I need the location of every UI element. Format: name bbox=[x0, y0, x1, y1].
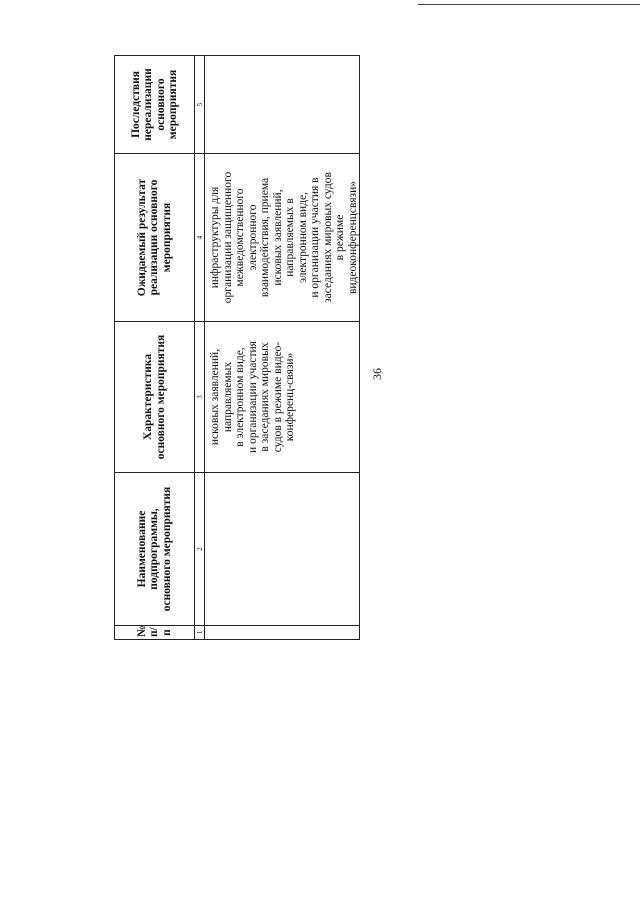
header-consequences: Последствия нереализации основного мероприятия bbox=[115, 56, 195, 154]
page-number: 36 bbox=[370, 368, 384, 380]
header-number: № п/п bbox=[115, 626, 195, 640]
column-number: 3 bbox=[195, 322, 205, 473]
column-number: 5 bbox=[195, 56, 205, 154]
cell-number bbox=[205, 626, 360, 640]
header-row bbox=[115, 56, 195, 640]
cell-characteristics: исковых заявлений, направляемых в электронном виде, и организации участия в заседаниях мировых судов в режиме видео- конференц-связи» bbox=[205, 322, 360, 473]
cell-program-name bbox=[205, 473, 360, 626]
header-expected-result: Ожидаемый результат реализации основного мероприятия bbox=[115, 154, 195, 322]
column-number-row bbox=[195, 56, 205, 640]
table-row bbox=[205, 56, 360, 640]
header-characteristics: Характеристика основного мероприятия bbox=[115, 322, 195, 473]
rotated-table-wrapper bbox=[114, 56, 359, 640]
column-number: 4 bbox=[195, 154, 205, 322]
column-number: 1 bbox=[195, 626, 205, 640]
column-number: 2 bbox=[195, 473, 205, 626]
cell-expected-result: инфраструктуры для организации защищенного межведомственного электронного взаимодействия, приема исковых заявлений, направляемых в электронном виде, и организации участия в заседаниях мировых судов в режиме видеоконференцсвязи» bbox=[205, 154, 360, 322]
cell-consequences bbox=[205, 56, 360, 154]
top-rule bbox=[418, 4, 640, 5]
header-program-name: Наименование подпрограммы, основного мероприятия bbox=[115, 473, 195, 626]
data-table bbox=[114, 55, 360, 640]
